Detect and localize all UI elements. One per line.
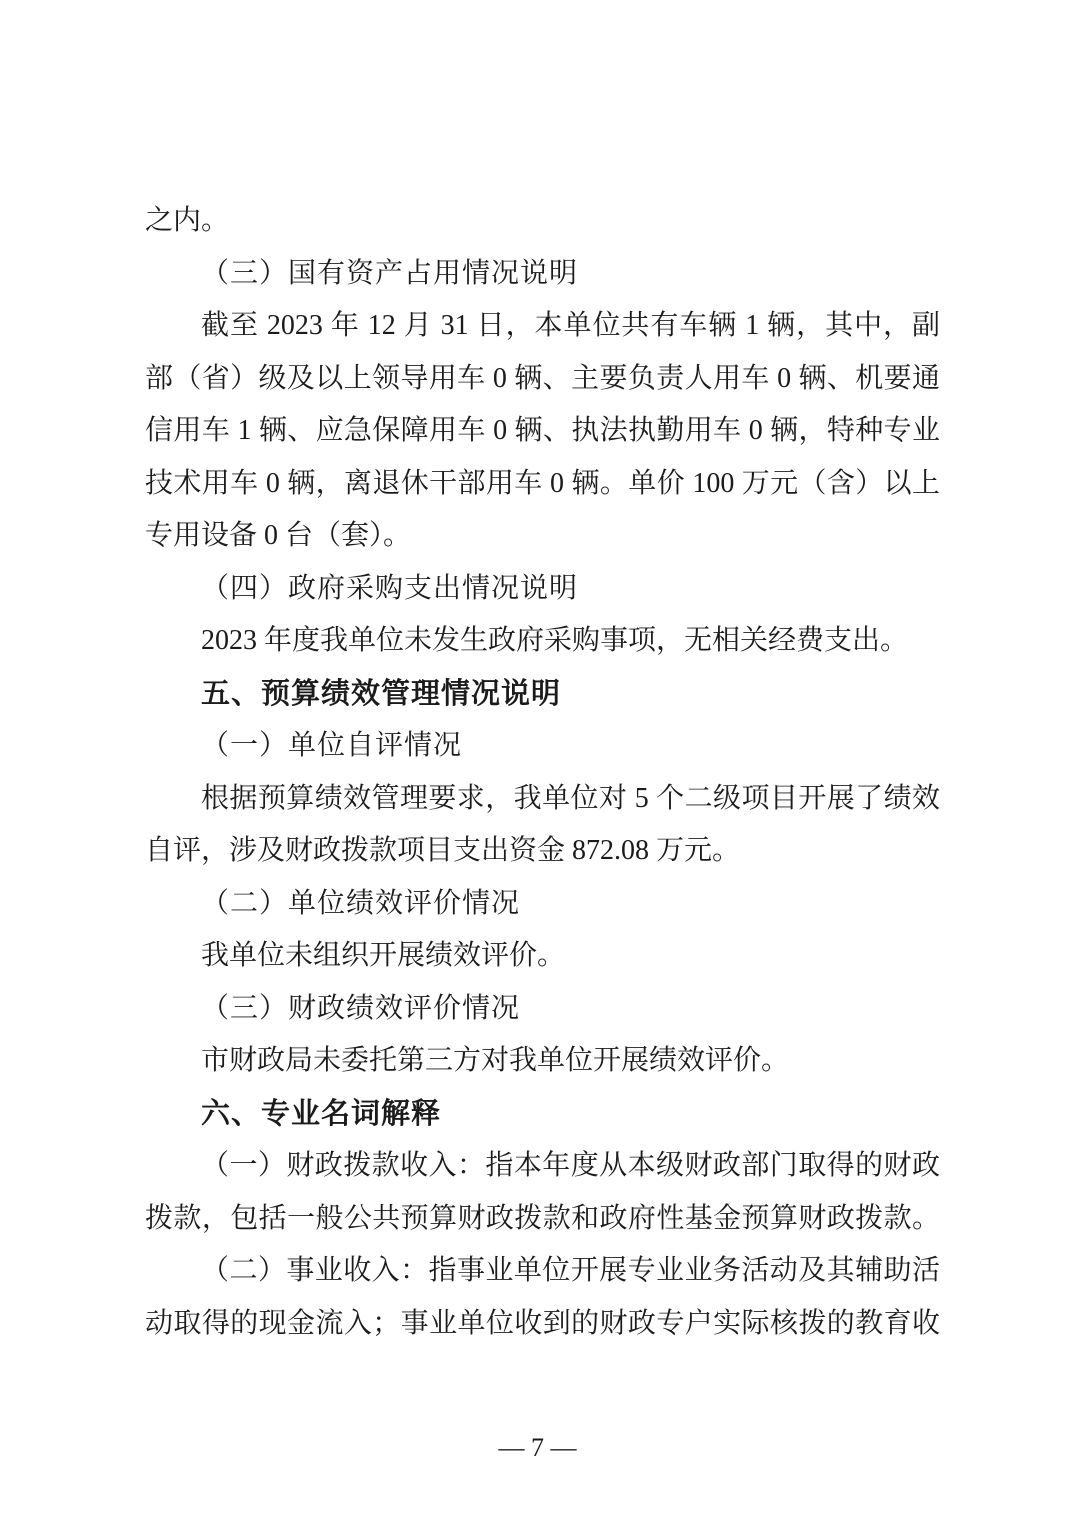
text-line: 根据预算绩效管理要求，我单位对 5 个二级项目开展了绩效 <box>201 782 940 814</box>
text-line: 我单位未组织开展绩效评价。 <box>201 940 566 971</box>
section-heading: 六、专业名词解释 <box>201 1097 442 1130</box>
text-line: 拨款，包括一般公共预算财政拨款和政府性基金预算财政拨款。 <box>145 1202 940 1234</box>
text-line: 市财政局未委托第三方对我单位开展绩效评价。 <box>201 1045 790 1076</box>
text-line: 截至 2023 年 12 月 31 日，本单位共有车辆 1 辆，其中，副 <box>201 310 940 341</box>
page-number: — 7 — <box>498 1433 577 1462</box>
subsection-heading: （二）单位绩效评价情况 <box>201 887 521 919</box>
text-line: 2023 年度我单位未发生政府采购事项，无相关经费支出。 <box>201 625 909 656</box>
text-line: 自评，涉及财政拨款项目支出资金 872.08 万元。 <box>145 835 741 866</box>
subsection-heading: （三）财政绩效评价情况 <box>201 992 521 1024</box>
text-line: （二）事业收入：指事业单位开展专业业务活动及其辅助活 <box>201 1255 940 1286</box>
subsection-heading: （四）政府采购支出情况说明 <box>201 572 579 604</box>
text-line: 部（省）级及以上领导用车 0 辆、主要负责人用车 0 辆、机要通 <box>145 362 940 394</box>
section-heading: 五、预算绩效管理情况说明 <box>201 677 562 710</box>
subsection-heading: （一）单位自评情况 <box>201 730 463 761</box>
text-line: （一）财政拨款收入：指本年度从本级财政部门取得的财政 <box>201 1150 940 1181</box>
text-line: 之内。 <box>145 205 230 236</box>
document-body <box>145 195 940 1350</box>
text-line: 动取得的现金流入；事业单位收到的财政专户实际核拨的教育收 <box>145 1307 940 1339</box>
text-line: 专用设备 0 台（套）。 <box>145 520 412 551</box>
subsection-heading: （三）国有资产占用情况说明 <box>201 257 579 289</box>
text-line: 技术用车 0 辆，离退休干部用车 0 辆。单价 100 万元（含）以上 <box>145 467 940 499</box>
text-line: 信用车 1 辆、应急保障用车 0 辆、执法执勤用车 0 辆，特种专业 <box>145 415 940 446</box>
